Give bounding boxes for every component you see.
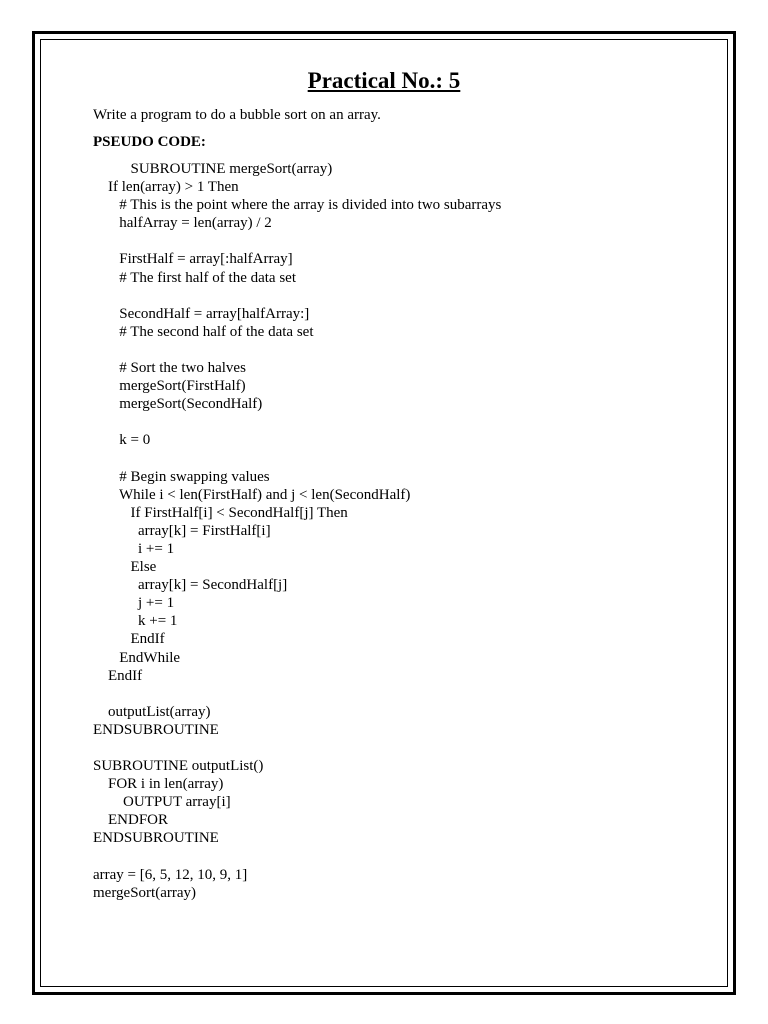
code-line: FirstHalf = array[:halfArray] — [93, 251, 293, 268]
code-line: FOR i in len(array) — [93, 776, 224, 793]
code-line — [93, 685, 501, 703]
code-line — [93, 848, 501, 866]
intro-text: Write a program to do a bubble sort on an array. — [93, 107, 381, 123]
code-line: SUBROUTINE outputList() — [93, 758, 264, 775]
code-line: SUBROUTINE mergeSort(array) — [93, 161, 333, 177]
code-line: If FirstHalf[i] < SecondHalf[j] Then — [93, 504, 348, 521]
code-line — [93, 739, 501, 757]
pseudo-code-block — [93, 160, 501, 902]
code-line: ENDSUBROUTINE — [93, 721, 219, 738]
code-line: Else — [93, 559, 157, 576]
code-line: halfArray = len(array) / 2 — [93, 215, 272, 232]
code-line: If len(array) > 1 Then — [93, 179, 239, 196]
code-line: mergeSort(FirstHalf) — [93, 378, 246, 395]
code-line — [93, 287, 501, 305]
code-line: ENDFOR — [93, 812, 169, 829]
code-line: outputList(array) — [93, 703, 211, 720]
code-line: j += 1 — [93, 595, 175, 612]
code-line: i += 1 — [93, 540, 175, 557]
code-line: EndIf — [93, 667, 143, 684]
code-line: # This is the point where the array is divided into two subarrays — [93, 197, 502, 214]
code-line: array = [6, 5, 12, 10, 9, 1] — [93, 866, 248, 883]
code-line: # The first half of the data set — [93, 269, 296, 286]
code-line — [93, 232, 501, 250]
code-line: EndWhile — [93, 649, 181, 666]
code-line: mergeSort(SecondHalf) — [93, 396, 263, 413]
pseudo-code-heading: PSEUDO CODE: — [93, 134, 206, 150]
code-line — [93, 413, 501, 431]
code-line: k = 0 — [93, 432, 151, 449]
code-line: OUTPUT array[i] — [93, 794, 231, 811]
code-line: array[k] = FirstHalf[i] — [93, 522, 271, 539]
code-line: # Begin swapping values — [93, 468, 270, 485]
code-line: mergeSort(array) — [93, 884, 197, 901]
code-line: EndIf — [93, 631, 165, 648]
code-line: # The second half of the data set — [93, 323, 314, 340]
code-line: SecondHalf = array[halfArray:] — [93, 305, 310, 322]
code-line — [93, 341, 501, 359]
code-line: # Sort the two halves — [93, 360, 246, 377]
code-line: While i < len(FirstHalf) and j < len(SecondHalf) — [93, 486, 411, 503]
page-title: Practical No.: 5 — [307, 68, 461, 93]
code-line: ENDSUBROUTINE — [93, 830, 219, 847]
code-line — [93, 450, 501, 468]
code-line: array[k] = SecondHalf[j] — [93, 577, 288, 594]
code-line: k += 1 — [93, 613, 178, 630]
